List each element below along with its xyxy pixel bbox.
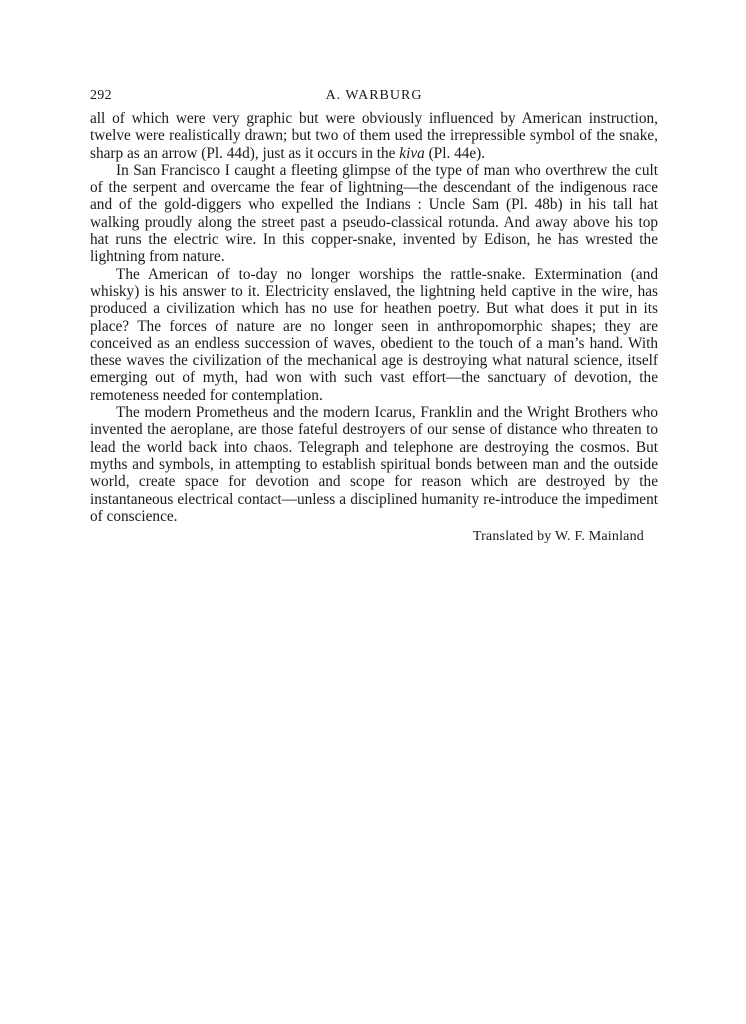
paragraph-1-italic-kiva: kiva [399, 144, 425, 162]
paragraph-2 [90, 162, 658, 266]
paragraph-1 [90, 110, 658, 162]
paragraph-4-text: The modern Prometheus and the modern Icarus, Franklin and the Wright Brothers who invented the aeroplane, are those fateful destroyers of our sense of distance who threaten to lead the world back into chaos. Telegraph and telephone are destroying the cosmos. But myths and symbols, in attempting to establish spiritual bonds between man and the outside world, create space for devotion and scope for reason which are destroyed by the instantaneous electrical contact—unless a disciplined humanity re-introduce the impediment of conscience. [90, 404, 658, 525]
translator-credit: Translated by W. F. Mainland [472, 529, 644, 545]
paragraph-4 [90, 404, 658, 525]
running-title: A. WARBURG [325, 88, 423, 103]
running-head [90, 88, 658, 110]
paragraph-2-text: In San Francisco I caught a fleeting glimpse of the type of man who overthrew the cult of the serpent and overcame the fear of lightning—the descendant of the indigenous race and of the gold-diggers who expelled the Indians : Uncle Sam (Pl. 48b) in his tall hat walking proudly along the street past a pseudo-classical rotunda. And away above his top hat runs the electric wire. In this copper-snake, invented by Edison, he has wrested the lightning from nature. [90, 161, 658, 266]
paragraph-1-text-b: (Pl. 44e). [424, 144, 486, 162]
body-text [90, 110, 658, 525]
page-number: 292 [90, 88, 112, 103]
paragraph-1-text-a: all of which were very graphic but were obviously influenced by American instruction, twelve were realistically drawn; but two of them used the irrepressible symbol of the snake, sharp as an arrow (Pl. 44d), just as it occurs in the [90, 110, 658, 162]
page [90, 88, 658, 545]
paragraph-3 [90, 266, 658, 404]
paragraph-3-text: The American of to-day no longer worships the rattle-snake. Extermination (and whisky) is his answer to it. Electricity enslaved, the lightning held captive in the wire, has produced a civilization which has no use for heathen poetry. But what does it put in its place? The forces of nature are no longer seen in anthropomorphic shapes; they are conceived as an endless succession of waves, obedient to the touch of a man’s hand. With these waves the civilization of the mechanical age is destroying what natural science, itself emerging out of myth, had won with such vast effort—the sanctuary of devotion, the remoteness needed for contemplation. [90, 265, 658, 404]
